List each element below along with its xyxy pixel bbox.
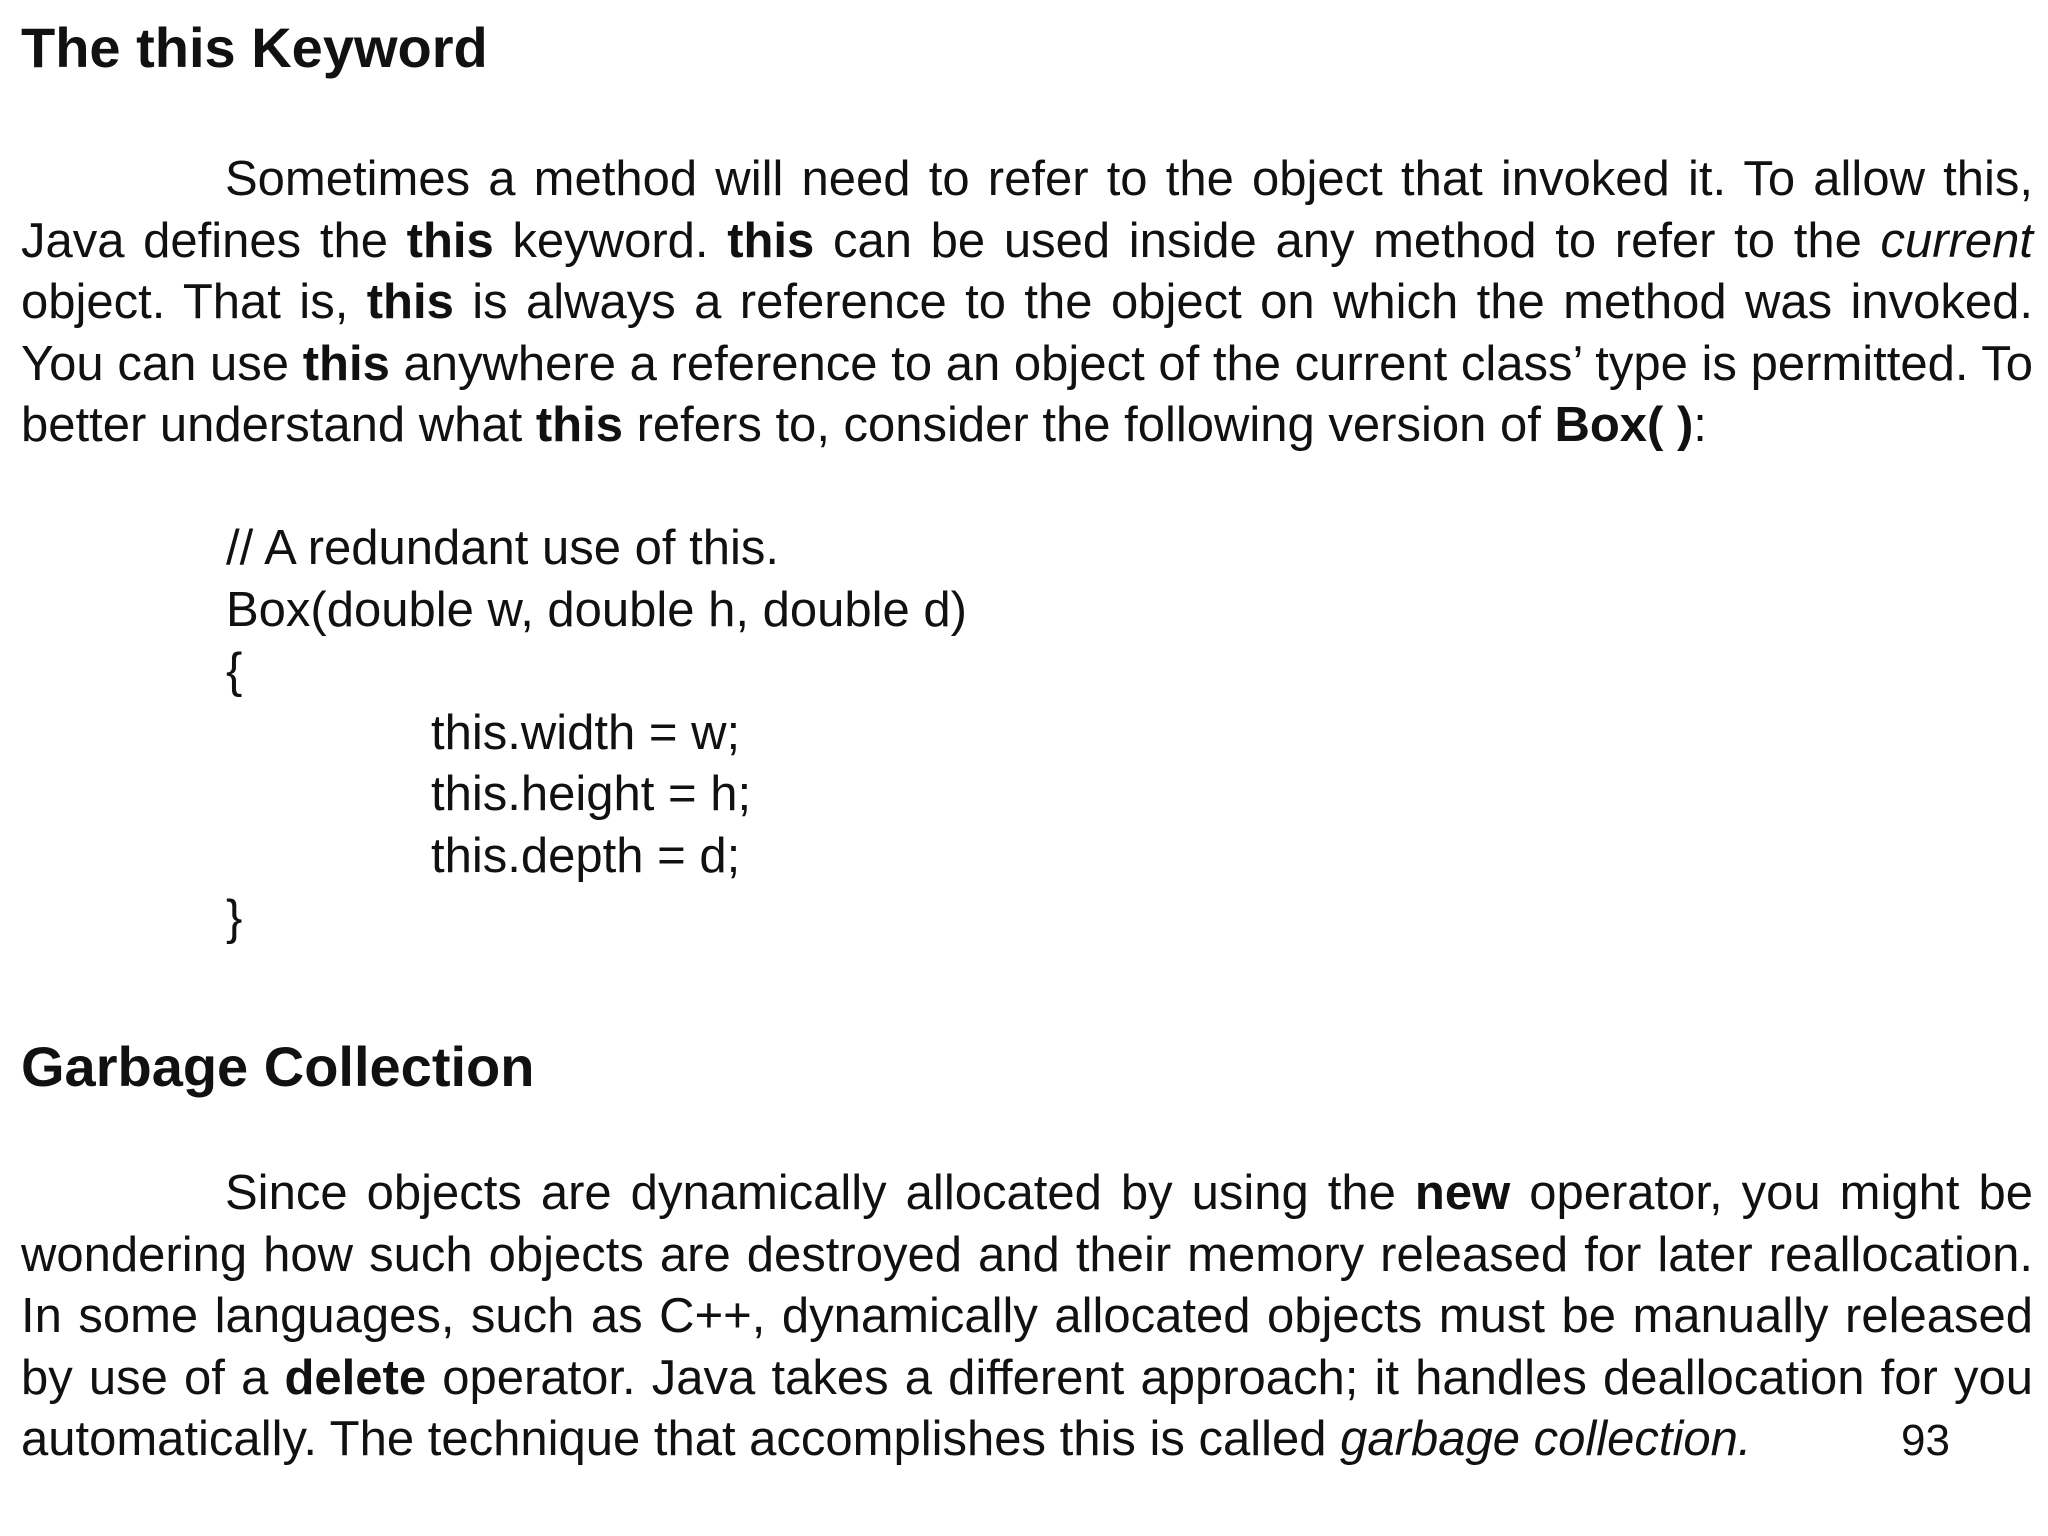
bold-keyword: this <box>406 213 494 268</box>
bold-keyword: this <box>727 213 815 268</box>
paragraph-this-keyword <box>21 149 2033 457</box>
text-run: operator. Java takes a different approach; it handles deallocation for you automatically. The technique that accomplishes this is called <box>21 1350 2033 1467</box>
bold-keyword: new <box>1414 1166 1511 1220</box>
text-run: refers to, consider the following version of <box>622 398 1555 453</box>
code-comment-line: // A redundant use of this. <box>226 521 779 575</box>
italic-term: current <box>1880 213 2034 268</box>
code-example-box-constructor <box>21 518 967 949</box>
bold-keyword: this <box>535 398 623 453</box>
document-page <box>21 0 2033 1536</box>
text-run: anywhere a reference to an object of the current class’ type is permitted. To better understand what <box>21 336 2033 453</box>
text-run: Since objects are dynamically allocated by using the <box>225 1166 1415 1220</box>
section-heading-garbage-collection: Garbage Collection <box>21 1035 535 1098</box>
code-statement-line: this.depth = d; <box>431 828 741 883</box>
code-signature-line: Box(double w, double h, double d) <box>226 582 967 637</box>
code-statement-line: this.height = h; <box>431 767 752 822</box>
bold-keyword: delete <box>284 1350 427 1405</box>
text-run: can be used inside any method to refer to the <box>814 213 1881 268</box>
code-statement-line: this.width = w; <box>431 705 741 760</box>
text-run: is always a reference to the object on which the method was invoked. You can use <box>21 275 2033 391</box>
bold-keyword: this <box>302 336 390 391</box>
bold-keyword: this <box>366 275 454 330</box>
text-run: object. That is, <box>21 275 367 330</box>
paragraph-garbage-collection <box>21 1163 2033 1471</box>
italic-term: garbage collection. <box>1340 1412 1752 1467</box>
code-close-brace: } <box>226 890 243 945</box>
code-open-brace: { <box>226 644 243 699</box>
section-heading-this-keyword: The this Keyword <box>21 16 488 79</box>
text-run: : <box>1693 398 1707 453</box>
bold-keyword: Box( ) <box>1554 398 1694 453</box>
text-run: keyword. <box>493 213 728 268</box>
text-run: operator, you might be wondering how such objects are destroyed and their memory released for later reallocation. In some languages, such as C++, dynamically allocated objects must be manually released by use of a <box>21 1166 2033 1405</box>
page-number: 93 <box>1901 1416 1950 1465</box>
text-run: Sometimes a method will need to refer to the object that invoked it. To allow this, Java defines the <box>21 152 2033 268</box>
